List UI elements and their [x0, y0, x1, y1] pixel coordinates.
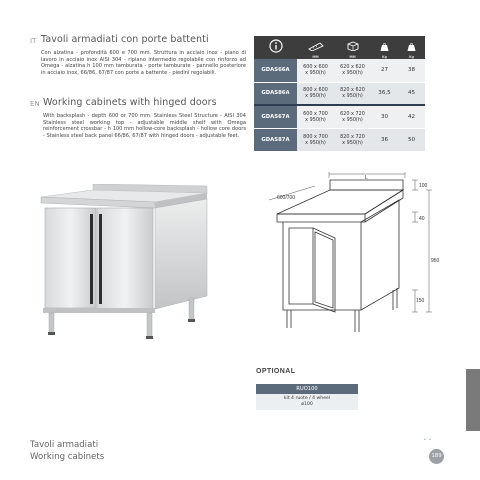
net-weight-cell: 36,5 — [371, 82, 398, 105]
package-line-2: x 950(h) — [342, 116, 363, 123]
package-line-2: x 950(h) — [342, 70, 363, 77]
size-line-2: x 950(h) — [305, 139, 326, 146]
size-line-1: 800 x 700 — [303, 133, 328, 140]
footer-title-it: Tavoli armadiati — [30, 440, 99, 450]
description-it: Con alzatina - profondità 600 e 700 mm. Struttura in acciaio inox - piano di lavoro in acciaio inox AISI 304 - ripiano intermedio regolabile con rinforzo ad Omega - alzatina h 100 mm tamburata - porte tamburate - pannello posteriore in acciaio inox, 66/86, 67/87 con porte a battente - piedini regolabili. — [41, 50, 246, 76]
net-weight-unit-label: Kg — [382, 55, 387, 59]
gross-weight-header — [398, 36, 425, 59]
gross-weight-cell: 50 — [398, 128, 425, 151]
gross-weight-icon — [407, 43, 416, 51]
package-icon — [347, 41, 359, 51]
product-code: GDAS86A — [254, 82, 297, 105]
net-weight-cell: 36 — [371, 128, 398, 151]
gross-weight-cell: 42 — [398, 105, 425, 128]
footer-title-en: Working cabinets — [30, 452, 105, 462]
page-number: 189 — [429, 449, 444, 464]
package-line-1: 820 x 720 — [340, 133, 365, 140]
spec-row — [254, 82, 425, 105]
product-code: GDAS66A — [254, 59, 297, 82]
cabinet-photo — [35, 184, 215, 344]
package-line-2: x 950(h) — [342, 139, 363, 146]
package-cell — [334, 128, 371, 151]
size-line-2: x 950(h) — [305, 70, 326, 77]
dim-length: L — [365, 175, 368, 181]
net-weight-cell: 27 — [371, 59, 398, 82]
lang-tag-en: EN — [30, 100, 40, 108]
info-icon — [269, 39, 283, 53]
package-line-1: 620 x 620 — [340, 64, 365, 71]
package-line-1: 620 x 720 — [340, 110, 365, 117]
size-line-1: 600 x 600 — [303, 64, 328, 71]
dim-top-thickness: 40 — [419, 216, 425, 222]
package-cell — [334, 82, 371, 105]
package-header — [334, 36, 371, 59]
dim-height: 950 — [431, 258, 440, 264]
gross-weight-cell: 38 — [398, 59, 425, 82]
description-en: With backsplash - depth 600 or 700 mm. Stainless Steel Structure - AISI 304 Stainless steel working top - adjustable middle shelf with Omega reinforcement crossbar - h 100 mm hollow-core backsplash - hollow core doors - Stainless steel back panel 66/86, 67/87 with hinged doors - adjustable feet. — [43, 113, 246, 139]
package-cell — [334, 59, 371, 82]
size-cell — [297, 105, 334, 128]
size-line-1: 800 x 600 — [303, 87, 328, 94]
optional-desc-line-2: ø100 — [301, 402, 313, 408]
dim-backsplash: 100 — [419, 183, 428, 189]
spec-row — [254, 59, 425, 82]
size-cell — [297, 59, 334, 82]
net-weight-icon — [380, 43, 389, 51]
package-line-1: 820 x 620 — [340, 87, 365, 94]
product-code: GDAS67A — [254, 105, 297, 128]
optional-code: RUO100 — [256, 384, 358, 394]
spec-table — [254, 36, 425, 152]
dim-foot: 150 — [416, 298, 425, 304]
size-line-2: x 950(h) — [305, 93, 326, 100]
title-en: Working cabinets with hinged doors — [43, 97, 217, 108]
section-side-tab — [466, 369, 480, 431]
page-dots: • • — [424, 437, 432, 443]
optional-desc-line-1: kit 4 ruote / 4 wheel — [283, 396, 331, 401]
ruler-icon — [308, 42, 324, 51]
net-weight-header — [371, 36, 398, 59]
size-line-1: 600 x 700 — [303, 110, 328, 117]
size-header — [297, 36, 334, 59]
technical-drawing — [255, 172, 445, 337]
package-cell — [334, 105, 371, 128]
gross-weight-cell: 45 — [398, 82, 425, 105]
size-unit-label: MM — [312, 55, 319, 59]
gross-weight-unit-label: Kg — [409, 55, 414, 59]
optional-title: OPTIONAL — [256, 368, 296, 375]
optional-description — [256, 394, 358, 410]
spec-row — [254, 105, 425, 128]
package-unit-label: MM — [349, 55, 356, 59]
size-cell — [297, 82, 334, 105]
package-line-2: x 950(h) — [342, 93, 363, 100]
size-line-2: x 950(h) — [305, 116, 326, 123]
size-cell — [297, 128, 334, 151]
info-header — [254, 36, 297, 59]
lang-tag-it: IT — [30, 37, 37, 45]
spec-row — [254, 128, 425, 151]
net-weight-cell: 30 — [371, 105, 398, 128]
product-code: GDAS87A — [254, 128, 297, 151]
title-it: Tavoli armadiati con porte battenti — [41, 34, 209, 45]
optional-table — [256, 384, 358, 410]
dim-depth: 600/700 — [277, 195, 296, 201]
